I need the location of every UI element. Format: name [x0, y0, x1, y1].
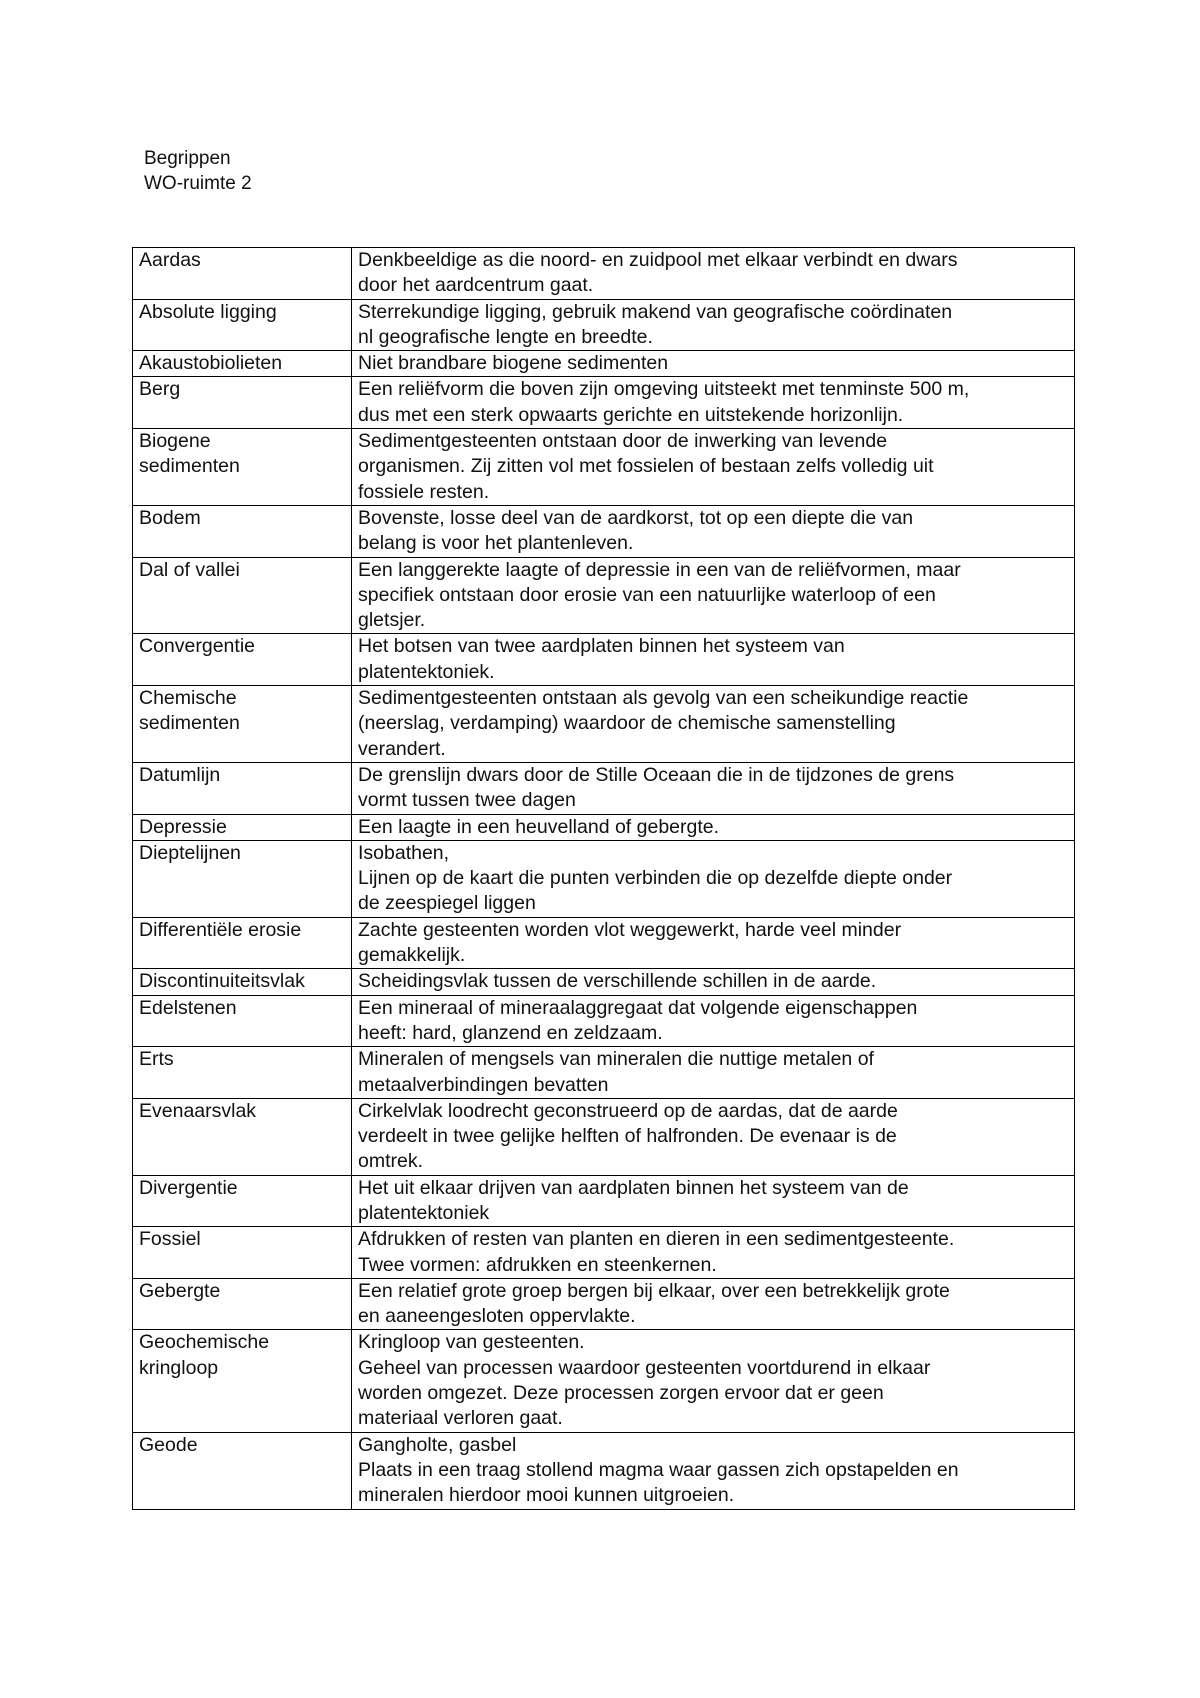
term-cell: Depressie — [133, 814, 352, 840]
table-row — [133, 557, 1075, 634]
definition-cell: Isobathen, Lijnen op de kaart die punten verbinden die op dezelfde diepte onder de zeespiegel liggen — [352, 840, 1075, 917]
table-row — [133, 969, 1075, 995]
table-row — [133, 351, 1075, 377]
definition-cell: Denkbeeldige as die noord- en zuidpool met elkaar verbindt en dwars door het aardcentrum gaat. — [352, 248, 1075, 300]
definition-cell: Een mineraal of mineraalaggregaat dat volgende eigenschappen heeft: hard, glanzend en zeldzaam. — [352, 995, 1075, 1047]
term-cell: Geode — [133, 1432, 352, 1509]
term-cell: Gebergte — [133, 1278, 352, 1330]
table-row — [133, 762, 1075, 814]
table-row — [133, 634, 1075, 686]
document-title: Begrippen — [144, 148, 231, 169]
table-row — [133, 840, 1075, 917]
table-row — [133, 1432, 1075, 1509]
document-subtitle: WO-ruimte 2 — [144, 173, 252, 194]
table-row — [133, 248, 1075, 300]
term-cell: Fossiel — [133, 1227, 352, 1279]
definition-cell: Een laagte in een heuvelland of gebergte. — [352, 814, 1075, 840]
term-cell: Absolute ligging — [133, 299, 352, 351]
table-row — [133, 1098, 1075, 1175]
definition-cell: Zachte gesteenten worden vlot weggewerkt, harde veel minder gemakkelijk. — [352, 917, 1075, 969]
table-row — [133, 1330, 1075, 1432]
table-row — [133, 686, 1075, 763]
table-row — [133, 1278, 1075, 1330]
term-cell: Chemische sedimenten — [133, 686, 352, 763]
definition-cell: Mineralen of mengsels van mineralen die nuttige metalen of metaalverbindingen bevatten — [352, 1047, 1075, 1099]
term-cell: Datumlijn — [133, 762, 352, 814]
definition-cell: Sedimentgesteenten ontstaan als gevolg van een scheikundige reactie (neerslag, verdamping) waardoor de chemische samenstelling verandert. — [352, 686, 1075, 763]
term-cell: Differentiële erosie — [133, 917, 352, 969]
definition-cell: Sterrekundige ligging, gebruik makend van geografische coördinaten nl geografische lengte en breedte. — [352, 299, 1075, 351]
term-cell: Discontinuiteitsvlak — [133, 969, 352, 995]
term-cell: Berg — [133, 377, 352, 429]
table-row — [133, 1047, 1075, 1099]
definition-cell: Een reliëfvorm die boven zijn omgeving uitsteekt met tenminste 500 m, dus met een sterk opwaarts gerichte en uitstekende horizonlijn. — [352, 377, 1075, 429]
table-row — [133, 995, 1075, 1047]
table-row — [133, 1175, 1075, 1227]
document-heading — [144, 146, 252, 196]
definition-cell: Een relatief grote groep bergen bij elkaar, over een betrekkelijk grote en aaneengesloten oppervlakte. — [352, 1278, 1075, 1330]
term-cell: Evenaarsvlak — [133, 1098, 352, 1175]
definition-cell: De grenslijn dwars door de Stille Oceaan die in de tijdzones de grens vormt tussen twee dagen — [352, 762, 1075, 814]
definition-cell: Scheidingsvlak tussen de verschillende schillen in de aarde. — [352, 969, 1075, 995]
definition-cell: Afdrukken of resten van planten en dieren in een sedimentgesteente. Twee vormen: afdrukken en steenkernen. — [352, 1227, 1075, 1279]
term-cell: Divergentie — [133, 1175, 352, 1227]
definition-cell: Bovenste, losse deel van de aardkorst, tot op een diepte die van belang is voor het plantenleven. — [352, 505, 1075, 557]
definition-cell: Gangholte, gasbel Plaats in een traag stollend magma waar gassen zich opstapelden en mineralen hierdoor mooi kunnen uitgroeien. — [352, 1432, 1075, 1509]
glossary-table — [132, 247, 1075, 1510]
definition-cell: Sedimentgesteenten ontstaan door de inwerking van levende organismen. Zij zitten vol met fossielen of bestaan zelfs volledig uit fossiele resten. — [352, 429, 1075, 506]
term-cell: Dal of vallei — [133, 557, 352, 634]
definition-cell: Het uit elkaar drijven van aardplaten binnen het systeem van de platentektoniek — [352, 1175, 1075, 1227]
definition-cell: Cirkelvlak loodrecht geconstrueerd op de aardas, dat de aarde verdeelt in twee gelijke helften of halfronden. De evenaar is de omtrek. — [352, 1098, 1075, 1175]
term-cell: Aardas — [133, 248, 352, 300]
term-cell: Bodem — [133, 505, 352, 557]
definition-cell: Niet brandbare biogene sedimenten — [352, 351, 1075, 377]
table-row — [133, 505, 1075, 557]
term-cell: Dieptelijnen — [133, 840, 352, 917]
term-cell: Convergentie — [133, 634, 352, 686]
table-row — [133, 429, 1075, 506]
term-cell: Akaustobiolieten — [133, 351, 352, 377]
definition-cell: Het botsen van twee aardplaten binnen het systeem van platentektoniek. — [352, 634, 1075, 686]
table-row — [133, 299, 1075, 351]
table-row — [133, 917, 1075, 969]
term-cell: Erts — [133, 1047, 352, 1099]
definition-cell: Een langgerekte laagte of depressie in een van de reliëfvormen, maar specifiek ontstaan door erosie van een natuurlijke waterloop of een gletsjer. — [352, 557, 1075, 634]
table-row — [133, 377, 1075, 429]
table-row — [133, 1227, 1075, 1279]
definition-cell: Kringloop van gesteenten. Geheel van processen waardoor gesteenten voortdurend in elkaar worden omgezet. Deze processen zorgen ervoor dat er geen materiaal verloren gaat. — [352, 1330, 1075, 1432]
term-cell: Biogene sedimenten — [133, 429, 352, 506]
table-row — [133, 814, 1075, 840]
term-cell: Geochemische kringloop — [133, 1330, 352, 1432]
term-cell: Edelstenen — [133, 995, 352, 1047]
